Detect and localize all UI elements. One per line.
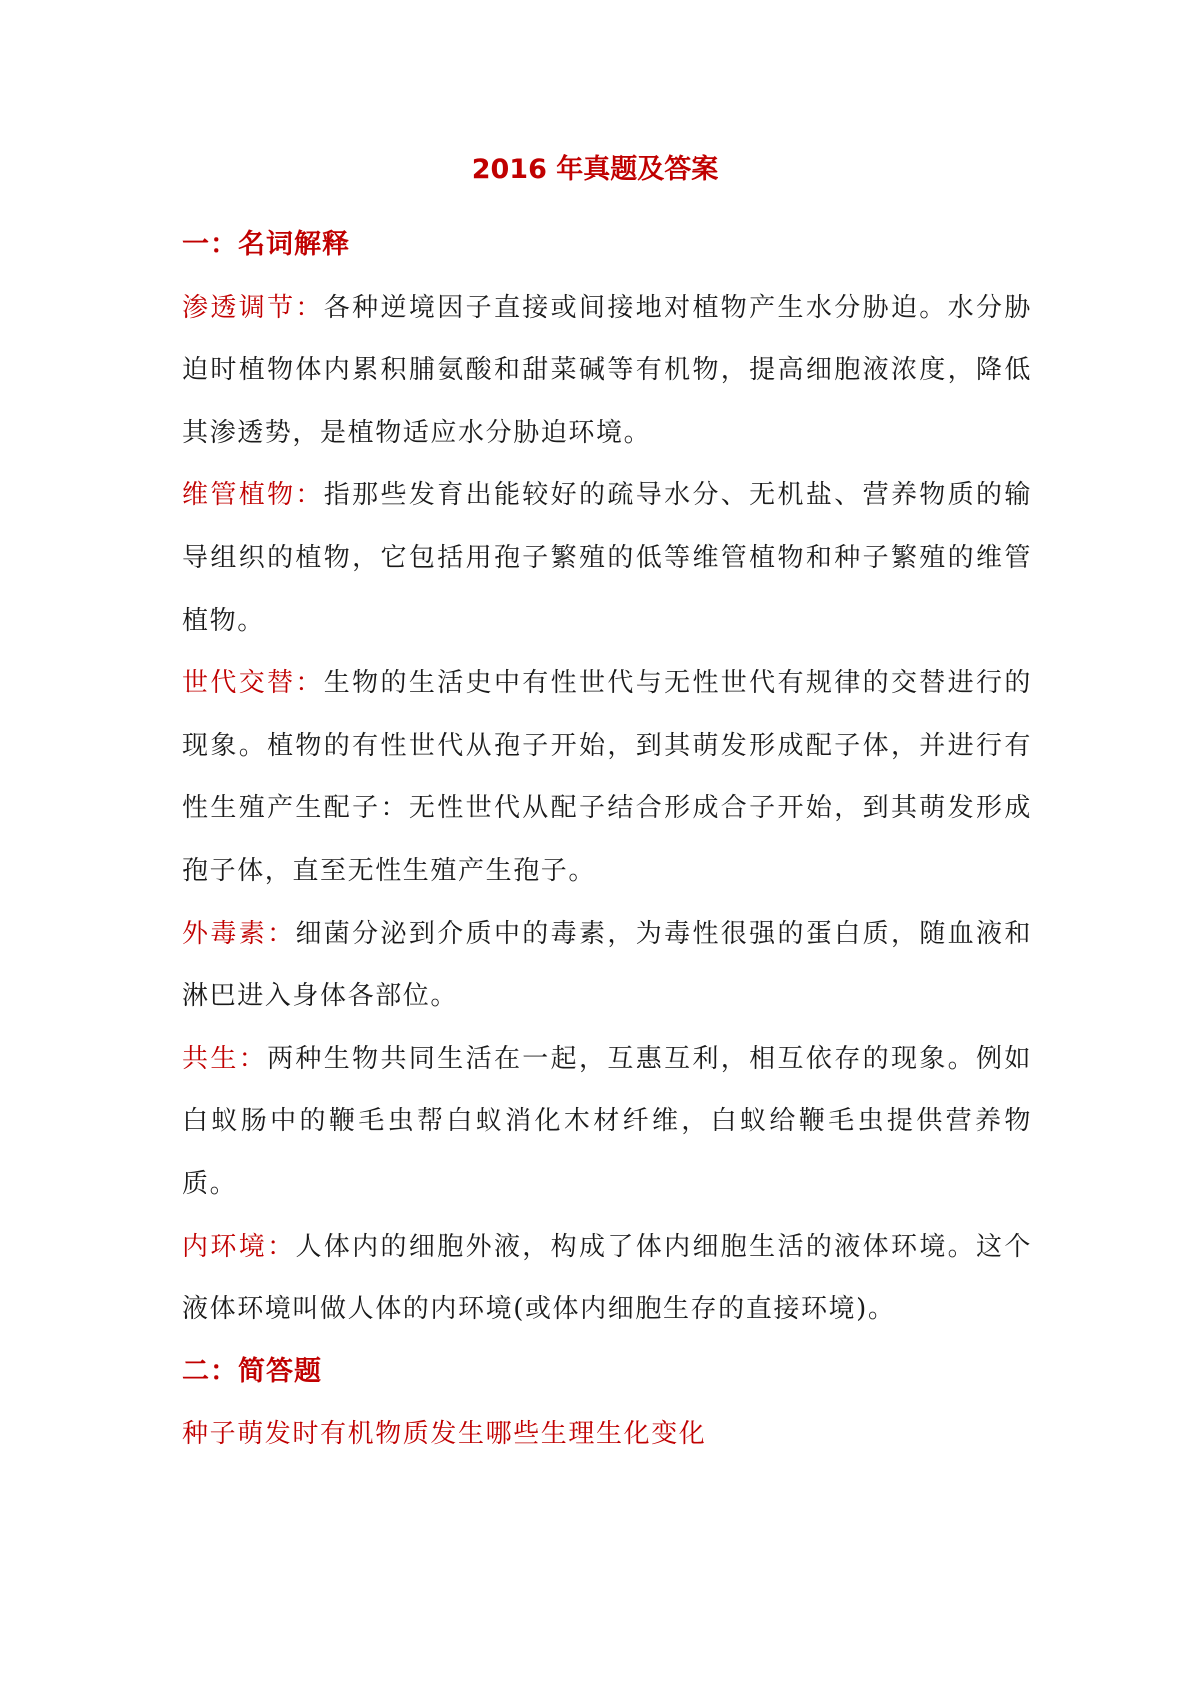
definition-entry-internal-environment (182, 1216, 1032, 1341)
definition-term: 共生： (182, 1043, 268, 1074)
definition-term: 维管植物： (182, 480, 324, 511)
definition-entry-exotoxin (182, 903, 1032, 1028)
definition-term: 内环境： (182, 1231, 296, 1262)
definition-term: 外毒素： (182, 918, 296, 949)
definition-entry-vascular-plants (182, 464, 1032, 652)
definition-text: 人体内的细胞外液，构成了体内细胞生活的液体环境。这个液体环境叫做人体的内环境(或体内细胞生存的直接环境)。 (182, 1231, 1032, 1325)
definition-text: 各种逆境因子直接或间接地对植物产生水分胁迫。水分胁迫时植物体内累积脯氨酸和甜菜碱等有机物，提高细胞液浓度，降低其渗透势，是植物适应水分胁迫环境。 (182, 292, 1032, 448)
section-heading-definitions: 一：名词解释 (182, 229, 350, 260)
definition-text: 两种生物共同生活在一起，互惠互利，相互依存的现象。例如白蚁肠中的鞭毛虫帮白蚁消化木材纤维，白蚁给鞭毛虫提供营养物质。 (182, 1043, 1032, 1199)
definition-entry-symbiosis (182, 1028, 1032, 1216)
definition-text: 细菌分泌到介质中的毒素，为毒性很强的蛋白质，随血液和淋巴进入身体各部位。 (182, 918, 1032, 1012)
section-heading-short-answer: 二：简答题 (182, 1355, 322, 1387)
definition-term: 世代交替： (182, 668, 324, 699)
definition-text: 指那些发育出能较好的疏导水分、无机盐、营养物质的输导组织的植物，它包括用孢子繁殖的低等维管植物和种子繁殖的维管植物。 (182, 480, 1032, 636)
document-body (182, 214, 1032, 1466)
definition-entry-alternation-of-generations (182, 652, 1032, 902)
definition-term: 渗透调节： (182, 292, 324, 323)
definition-text: 生物的生活史中有性世代与无性世代有规律的交替进行的现象。植物的有性世代从孢子开始，到其萌发形成配子体，并进行有性生殖产生配子：无性世代从配子结合形成合子开始，到其萌发形成孢子体，直至无性生殖产生孢子。 (182, 668, 1032, 886)
definition-entry-osmotic-adjustment (182, 277, 1032, 465)
question-text: 种子萌发时有机物质发生哪些生理生化变化 (182, 1419, 707, 1450)
document-title: 2016 年真题及答案 (471, 154, 719, 185)
